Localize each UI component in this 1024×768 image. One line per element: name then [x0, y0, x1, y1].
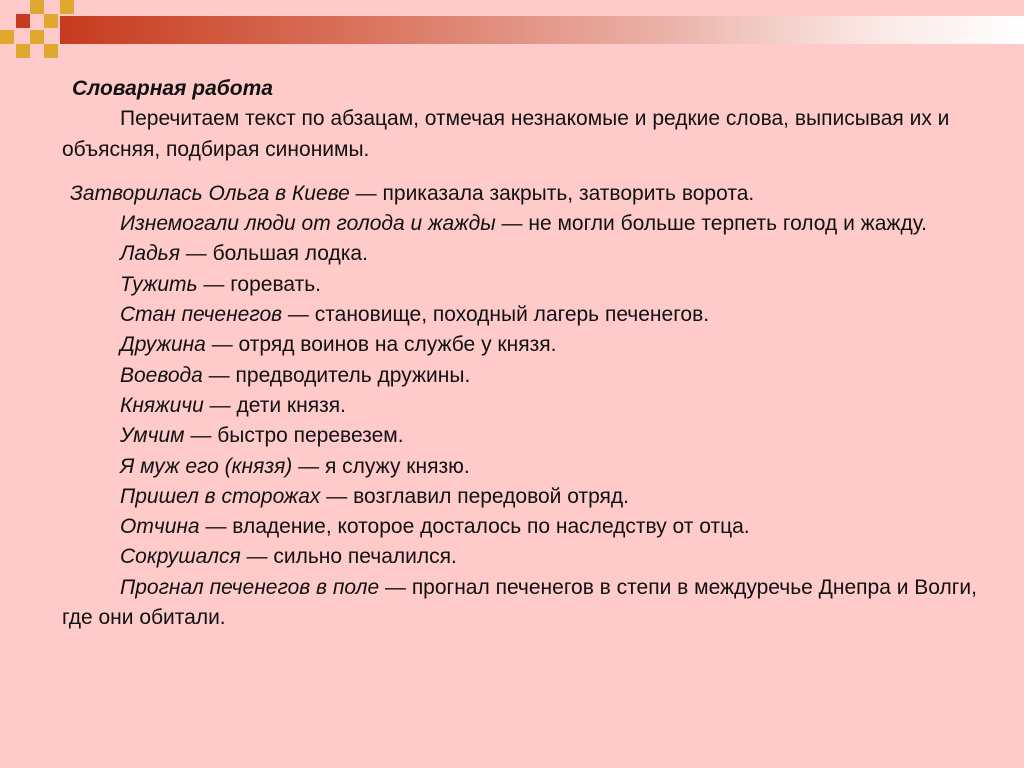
vocab-definition: владение, которое досталось по наследству от отца. — [232, 515, 750, 539]
vocab-entry — [62, 209, 1010, 239]
vocab-dash: — — [205, 333, 239, 357]
vocab-entry — [62, 482, 1010, 512]
header-gradient-bar — [60, 16, 1024, 44]
vocab-definition: возглавил передовой отряд. — [353, 484, 629, 508]
decor-square — [44, 14, 58, 28]
vocab-dash: — — [379, 575, 412, 599]
vocab-dash: — — [240, 545, 274, 569]
vocab-term: Тужить — [120, 272, 198, 296]
vocab-entry — [62, 300, 1010, 330]
vocab-entry — [62, 512, 1010, 542]
vocab-definition: предводитель дружины. — [235, 363, 471, 387]
vocab-entry — [62, 270, 1010, 300]
decor-square — [0, 30, 14, 44]
vocab-term: Дружина — [120, 333, 206, 357]
vocab-entry — [62, 239, 1010, 269]
decor-square — [16, 44, 30, 58]
vocab-term: Отчина — [120, 515, 200, 539]
decor-square — [44, 44, 58, 58]
vocab-entry — [62, 421, 1010, 451]
vocab-term: Я муж его (князя) — [120, 454, 293, 478]
decor-square — [60, 0, 74, 14]
vocab-term: Княжичи — [120, 393, 204, 417]
vocab-entry — [62, 573, 1010, 634]
vocab-term: Ладья — [120, 242, 180, 266]
vocab-definition: дети князя. — [236, 393, 346, 417]
vocab-definition: горевать. — [230, 272, 321, 296]
vocab-dash: — — [282, 303, 315, 327]
vocab-definition: становище, походный лагерь печенегов. — [314, 303, 710, 327]
vocab-entry — [62, 452, 1010, 482]
decor-square — [30, 0, 44, 14]
vocab-dash: — — [292, 454, 325, 478]
vocab-dash: — — [320, 484, 354, 508]
decor-square — [16, 14, 30, 28]
vocab-term: Стан печенегов — [120, 303, 283, 327]
vocab-definition: быстро перевезем. — [217, 424, 404, 448]
vocab-term: Сокрушался — [120, 545, 241, 569]
vocab-dash: — — [349, 181, 383, 205]
vocab-dash: — — [199, 515, 233, 539]
vocab-term: Пришел в сторожах — [120, 484, 321, 508]
vocab-definition: я служу князю. — [324, 454, 470, 478]
vocab-term: Изнемогали люди от голода и жажды — [120, 212, 496, 236]
vocab-definition: не могли больше терпеть голод и жажду. — [528, 212, 927, 236]
intro-paragraph: Перечитаем текст по абзацам, отмечая незнакомые и редкие слова, выписывая их и объясняя, подбирая синонимы. — [62, 107, 950, 161]
vocab-term: Прогнал печенегов в поле — [120, 575, 380, 599]
vocab-dash: — — [179, 242, 213, 266]
vocab-entry — [62, 179, 1010, 209]
vocab-definition: приказала закрыть, затворить ворота. — [382, 181, 755, 205]
vocab-dash: — — [197, 272, 231, 296]
vocab-entry — [62, 542, 1010, 572]
vocab-dash: — — [184, 424, 218, 448]
slide-content — [62, 74, 1010, 633]
vocab-dash: — — [203, 393, 237, 417]
vocab-definition: прогнал печенегов в степи в междуречье Днепра и Волги, где они обитали. — [62, 575, 977, 630]
vocab-dash: — — [202, 363, 236, 387]
vocab-entry — [62, 330, 1010, 360]
vocab-definition: сильно печалился. — [273, 545, 457, 569]
vocab-definition: отряд воинов на службе у князя. — [238, 333, 557, 357]
decor-square — [30, 30, 44, 44]
vocab-term: Умчим — [120, 424, 185, 448]
vocab-entry — [62, 391, 1010, 421]
vocab-dash: — — [495, 212, 529, 236]
vocab-term: Воевода — [120, 363, 203, 387]
vocab-term: Затворилась Ольга в Киеве — [70, 181, 350, 205]
vocab-definition: большая лодка. — [212, 242, 368, 266]
vocab-entry — [62, 361, 1010, 391]
slide-title: Словарная работа — [72, 77, 273, 100]
